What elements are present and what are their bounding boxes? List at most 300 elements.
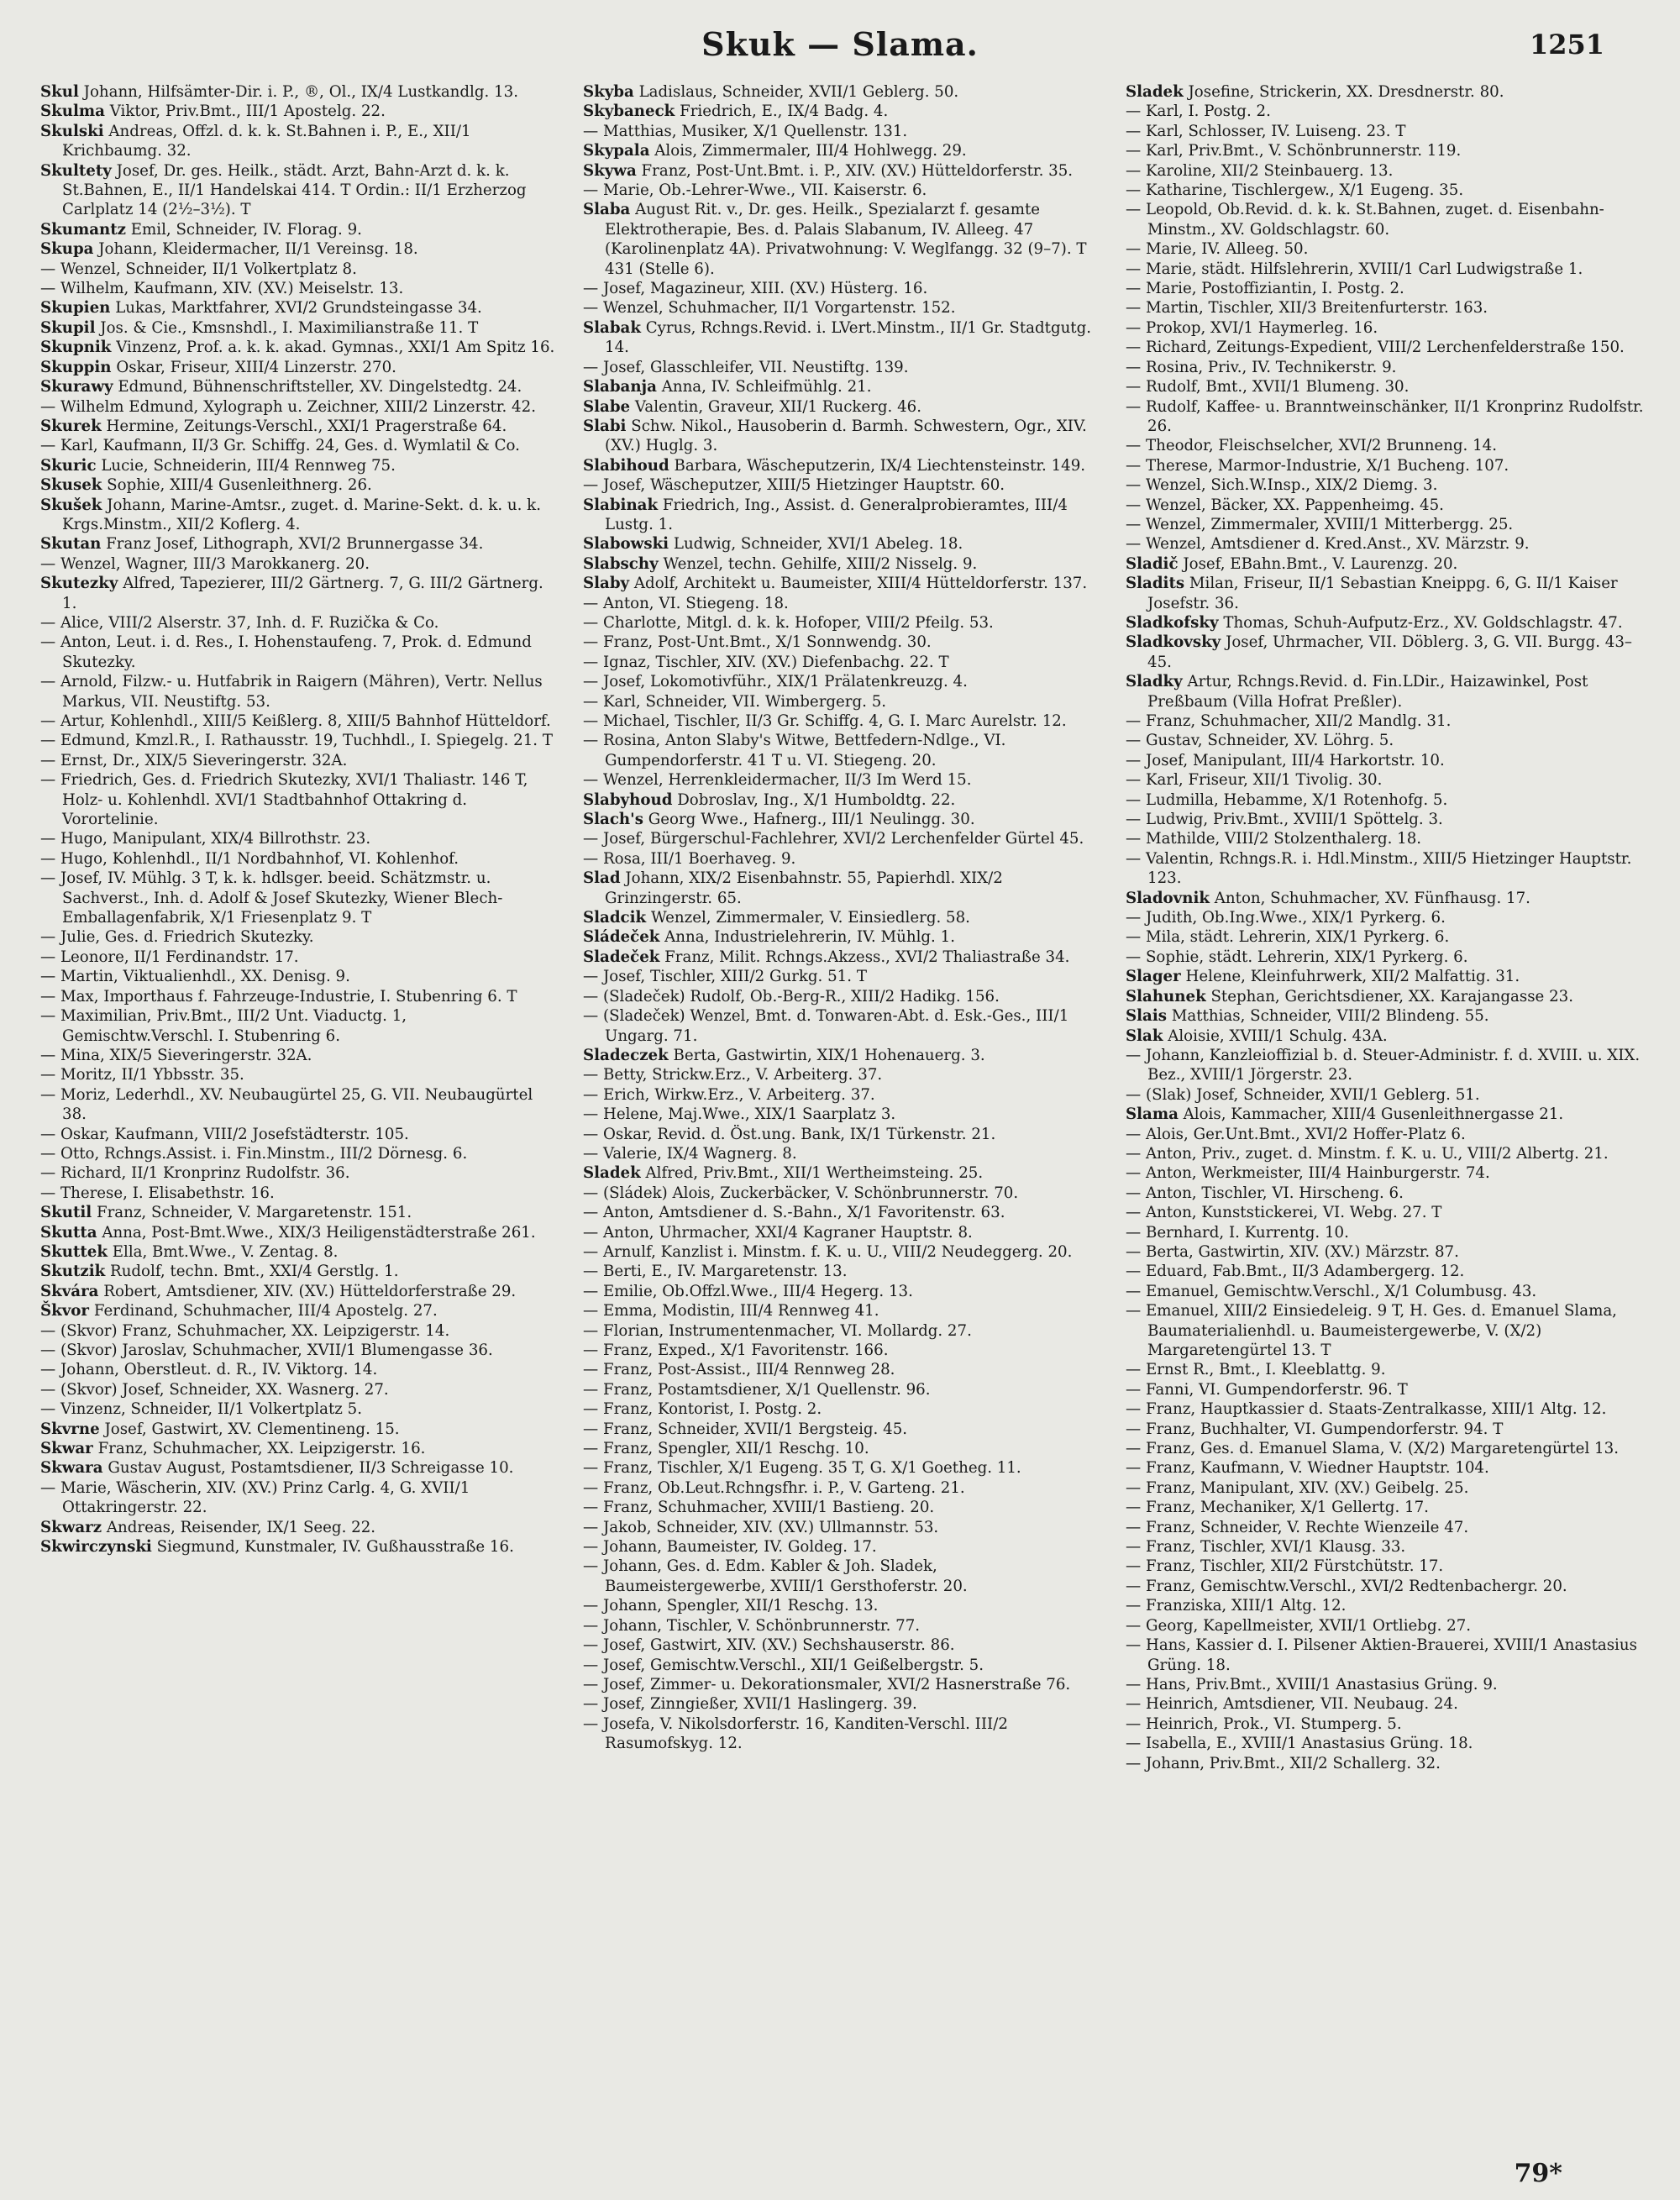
entry-details: — Ernst, Dr., XIX/5 Sieveringerstr. 32A. [40,751,348,769]
entry-details: — Katharine, Tischlergew., X/1 Eugeng. 35. [1126,181,1464,200]
directory-entry [1126,82,1645,102]
directory-entry [583,987,1102,1006]
entry-surname: Skyba [583,83,634,101]
entry-details: — Karl, I. Postg. 2. [1126,102,1271,121]
directory-entry [583,358,1102,377]
directory-entry [40,869,559,927]
directory-entry [40,318,559,338]
entry-details: — (Slak) Josef, Schneider, XVII/1 Geblerg. 51. [1126,1085,1480,1104]
directory-entry [583,1675,1102,1694]
directory-entry [40,1537,559,1557]
entry-details: Wenzel, Zimmermaler, V. Einsiedlerg. 58. [650,909,970,927]
directory-entry [40,1420,559,1439]
entry-surname: Slak [1126,1026,1163,1045]
directory-entry [583,161,1102,181]
directory-entry [40,574,559,613]
entry-details: — Josef, Gemischtw.Verschl., XII/1 Geißelbergstr. 5. [583,1656,984,1674]
entry-details: — Josef, Zimmer- u. Dekorationsmaler, XVI/2 Hasnerstraße 76. [583,1675,1071,1693]
entry-surname: Sladky [1126,673,1183,691]
entry-details: — Jakob, Schneider, XIV. (XV.) Ullmannstr. 53. [583,1518,939,1536]
entry-surname: Sladeček [583,948,660,966]
entry-details: August Rit. v., Dr. ges. Heilk., Spezialarzt f. gesamte Elektrotherapie, Bes. d. Palais Slabanum, IV. Alleeg. 47 (Karolinenplatz 4A). Privatwohnung: V. Weglfangg. 32 (9–7). T 431 (Stelle 6). [605,201,1087,278]
entry-details: Johann, Kleidermacher, II/1 Vereinsg. 18. [98,240,418,259]
entry-surname: Skumantz [40,220,126,239]
entry-details: — (Sladeček) Wenzel, Bmt. d. Tonwaren-Abt. d. Esk.-Ges., III/1 Ungarg. 71. [583,1007,1069,1045]
entry-details: — Karl, Priv.Bmt., V. Schönbrunnerstr. 119. [1126,142,1462,160]
directory-entry [583,1242,1102,1262]
directory-entry [40,1262,559,1281]
directory-entry [1126,1301,1645,1360]
directory-entry [1126,1282,1645,1301]
entry-details: Friedrich, Ing., Assist. d. Generalprobieramtes, III/4 Lustg. 1. [605,496,1068,533]
directory-entry [40,967,559,986]
entry-surname: Sladeczek [583,1046,669,1064]
entry-details: Cyrus, Rchngs.Revid. i. LVert.Minstm., II/1 Gr. Stadtgutg. 14. [605,318,1092,357]
entry-surname: Skupil [40,318,96,337]
directory-entry [1126,1714,1645,1734]
entry-details: — Karoline, XII/2 Steinbauerg. 13. [1126,161,1394,180]
entry-details: — Therese, I. Elisabethstr. 16. [40,1184,275,1202]
directory-entry [1126,790,1645,810]
entry-surname: Slabi [583,417,627,435]
directory-entry [40,122,559,161]
directory-entry [583,927,1102,947]
entry-details: Franz, Schuhmacher, XX. Leipzigerstr. 16. [97,1440,426,1458]
entry-details: — Franz, Kontorist, I. Postg. 2. [583,1400,822,1419]
directory-entry [583,594,1102,613]
entry-details: — Johann, Kanzleioffizial b. d. Steuer-Administr. f. d. XVIII. u. XIX. Bez., XVIII/1 Jörgerstr. 23. [1126,1046,1641,1084]
directory-entry [1126,298,1645,318]
directory-entry [583,1380,1102,1399]
directory-entry [583,1636,1102,1655]
entry-details: — (Skvor) Jaroslav, Schuhmacher, XVII/1 Blumengasse 36. [40,1342,493,1359]
entry-details: — Maximilian, Priv.Bmt., III/2 Unt. Viaductg. 1, Gemischtw.Verschl. I. Stubenring 6. [40,1007,407,1045]
directory-entry [583,1557,1102,1596]
directory-entry [1126,122,1645,141]
directory-entry [1126,1242,1645,1262]
entry-details: Milan, Friseur, II/1 Sebastian Kneippg. 6, G. II/1 Kaiser Josefstr. 36. [1147,575,1618,612]
entry-details: Hermine, Zeitungs-Verschl., XXI/1 Pragerstraße 64. [106,417,507,435]
entry-details: — Prokop, XVI/1 Haymerleg. 16. [1126,318,1378,337]
directory-entry [583,456,1102,475]
entry-details: Josef, Dr. ges. Heilk., städt. Arzt, Bahn-Arzt d. k. k. St.Bahnen, E., II/1 Handelskai 414. T Ordin.: II/1 Erzherzog Carlplatz 14 (2½–3½). T [62,161,527,219]
entry-details: Lukas, Marktfahrer, XVI/2 Grundsteingasse 34. [115,299,482,318]
entry-details: Ladislaus, Schneider, XVII/1 Geblerg. 50. [638,83,959,101]
entry-details: — Karl, Kaufmann, II/3 Gr. Schiffg. 24, Ges. d. Wymlatil & Co. [40,437,520,455]
entry-details: Johann, Marine-Amtsr., zuget. d. Marine-Sekt. d. k. u. k. Krgs.Minstm., XII/2 Koflerg. 4. [62,496,541,533]
directory-entry [1126,1046,1645,1085]
entry-details: — Franz, Ob.Leut.Rchngsfhr. i. P., V. Garteng. 21. [583,1478,965,1497]
entry-details: — Wenzel, Bäcker, XX. Pappenheimg. 45. [1126,496,1444,514]
entry-surname: Slager [1126,968,1181,986]
entry-surname: Skvrne [40,1420,100,1438]
directory-entry [583,534,1102,554]
entry-details: Friedrich, E., IX/4 Badg. 4. [680,102,889,121]
directory-entry [583,653,1102,672]
directory-entry [583,1537,1102,1557]
entry-surname: Slaba [583,201,631,219]
directory-entry [583,1616,1102,1636]
directory-entry [40,102,559,121]
entry-details: — Therese, Marmor-Industrie, X/1 Bucheng. 107. [1126,456,1509,475]
directory-entry [1126,1577,1645,1596]
entry-details: — Franz, Ges. d. Emanuel Slama, V. (X/2) Margaretengürtel 13. [1126,1440,1619,1458]
entry-details: Franz, Schneider, V. Margaretenstr. 151. [96,1204,412,1222]
directory-entry [40,1125,559,1144]
directory-entry [583,1301,1102,1321]
directory-entry [583,1203,1102,1222]
directory-entry [583,141,1102,160]
directory-entry [1126,1026,1645,1046]
entry-surname: Sladcik [583,909,647,927]
directory-entry [1126,200,1645,239]
directory-entry [1126,554,1645,574]
entry-details: — Marie, Postoffiziantin, I. Postg. 2. [1126,280,1404,298]
entry-details: — Wenzel, Schneider, II/1 Volkertplatz 8. [40,260,357,278]
entry-details: — Michael, Tischler, II/3 Gr. Schiffg. 4, G. I. Marc Aurelstr. 12. [583,712,1067,730]
entry-details: — Franz, Post-Assist., III/4 Rennweg 28. [583,1361,895,1379]
directory-entry [1126,1184,1645,1203]
entry-surname: Skultety [40,161,112,180]
entry-details: — Judith, Ob.Ing.Wwe., XIX/1 Pyrkerg. 6. [1126,909,1446,927]
entry-details: Emil, Schneider, IV. Florag. 9. [130,220,362,239]
entry-details: — (Skvor) Josef, Schneider, XX. Wasnerg. 27. [40,1380,389,1399]
entry-details: — Wenzel, Zimmermaler, XVIII/1 Mitterbergg. 25. [1126,515,1514,533]
entry-details: Adolf, Architekt u. Baumeister, XIII/4 Hütteldorferstr. 137. [633,575,1088,593]
directory-entry [1126,436,1645,455]
directory-entry [1126,397,1645,437]
directory-entry [1126,1360,1645,1379]
entry-details: Gustav August, Postamtsdiener, II/3 Schreigasse 10. [108,1459,514,1478]
directory-entry [1126,1262,1645,1281]
directory-entry [40,1341,559,1360]
entry-details: — (Sladeček) Rudolf, Ob.-Berg-R., XIII/2 Hadikg. 156. [583,987,1000,1005]
entry-details: — Anton, Tischler, VI. Hirscheng. 6. [1126,1184,1404,1202]
directory-entry [583,1360,1102,1379]
directory-entry [40,1282,559,1301]
directory-entry [1126,534,1645,554]
entry-details: — Hugo, Kohlenhdl., II/1 Nordbahnhof, VI. Kohlenhof. [40,849,459,868]
page-number: 1251 [1529,29,1604,60]
directory-entry [583,692,1102,711]
directory-entry [1126,1144,1645,1163]
entry-details: — Anton, Uhrmacher, XXI/4 Kagraner Hauptstr. 8. [583,1223,973,1242]
entry-surname: Skwarz [40,1518,102,1536]
directory-entry [583,1656,1102,1675]
entry-details: — Josef, Gastwirt, XIV. (XV.) Sechshauserstr. 86. [583,1636,955,1655]
entry-details: — Josef, Wäscheputzer, XIII/5 Hietzinger Hauptstr. 60. [583,476,1005,495]
directory-entry [40,377,559,396]
directory-entry [40,397,559,417]
directory-entry [40,239,559,259]
directory-entry [1126,948,1645,967]
directory-entry [583,397,1102,417]
directory-entry [40,849,559,869]
directory-entry [1126,1537,1645,1557]
entry-details: — Julie, Ges. d. Friedrich Skutezky. [40,928,314,947]
entry-details: — Franz, Schuhmacher, XVIII/1 Bastieng. 20. [583,1499,935,1517]
directory-entry [40,554,559,574]
entry-surname: Slabihoud [583,456,669,475]
directory-entry [1126,181,1645,200]
entry-details: — Hugo, Manipulant, XIX/4 Billrothstr. 23. [40,830,371,848]
directory-entry [40,1399,559,1419]
directory-entry [1126,1557,1645,1576]
entry-details: — Franz, Postamtsdiener, X/1 Quellenstr. 96. [583,1380,931,1399]
entry-details: — Valerie, IX/4 Wagnerg. 8. [583,1144,797,1163]
entry-details: — Richard, Zeitungs-Expedient, VIII/2 Lerchenfelderstraße 150. [1126,339,1625,357]
directory-entry [40,496,559,535]
directory-entry [40,672,559,711]
directory-entry [40,1163,559,1183]
directory-entry [1126,711,1645,731]
entry-details: — Ernst R., Bmt., I. Kleeblattg. 9. [1126,1361,1386,1379]
entry-details: — Heinrich, Amtsdiener, VII. Neubaug. 24. [1126,1695,1458,1714]
entry-surname: Slais [1126,1007,1167,1026]
directory-entry [583,200,1102,279]
entry-details: — Wenzel, Sich.W.Insp., XIX/2 Diemg. 3. [1126,476,1438,495]
directory-entry [583,181,1102,200]
entry-surname: Sladovnik [1126,889,1210,907]
directory-entry [1126,633,1645,672]
directory-entry [583,1420,1102,1439]
directory-entry [1126,1223,1645,1242]
entry-details: Franz, Post-Unt.Bmt. i. P., XIV. (XV.) Hütteldorferstr. 35. [641,161,1074,180]
directory-entry [583,849,1102,869]
directory-entry [583,1125,1102,1144]
entry-details: — Sophie, städt. Lehrerin, XIX/1 Pyrkerg. 6. [1126,948,1468,966]
directory-entry [1126,1675,1645,1694]
directory-entry [583,279,1102,298]
directory-entry [1126,1478,1645,1498]
entry-details: — Franz, Gemischtw.Verschl., XVI/2 Redtenbachergr. 20. [1126,1577,1567,1595]
entry-details: — Eduard, Fab.Bmt., II/3 Adambergerg. 12. [1126,1263,1465,1281]
entry-details: — Rudolf, Bmt., XVII/1 Blumeng. 30. [1126,378,1410,396]
directory-entry [1126,279,1645,298]
entry-details: — Johann, Spengler, XII/1 Reschg. 13. [583,1597,879,1615]
entry-surname: Skupien [40,299,111,318]
entry-surname: Skywa [583,161,637,180]
entry-details: Alois, Kammacher, XIII/4 Gusenleithnergasse 21. [1183,1105,1564,1124]
directory-entry [1126,515,1645,534]
entry-details: — Oskar, Kaufmann, VIII/2 Josefstädterstr. 105. [40,1125,409,1143]
entry-details: — Franz, Schneider, V. Rechte Wienzeile 47. [1126,1518,1469,1536]
directory-entry [583,82,1102,102]
entry-surname: Sladkovsky [1126,633,1221,652]
entry-details: — Vinzenz, Schneider, II/1 Volkertplatz 5. [40,1400,363,1419]
entry-details: Stephan, Gerichtsdiener, XX. Karajangasse 23. [1210,987,1574,1005]
directory-entry [583,122,1102,141]
directory-entry [40,711,559,731]
directory-entry [1126,1636,1645,1675]
entry-details: — Johann, Oberstleut. d. R., IV. Viktorg. 14. [40,1361,378,1379]
entry-details: — Moriz, Lederhdl., XV. Neubaugürtel 25, G. VII. Neubaugürtel 38. [40,1085,533,1124]
directory-entry [40,456,559,475]
directory-entry [1126,613,1645,633]
entry-details: — Wenzel, Schuhmacher, II/1 Vorgartenstr. 152. [583,299,956,318]
entry-details: — Franz, Hauptkassier d. Staats-Zentralkasse, XIII/1 Altg. 12. [1126,1400,1607,1419]
entry-details: — Anton, Amtsdiener d. S.-Bahn., X/1 Favoritenstr. 63. [583,1204,1005,1222]
entry-details: — Wilhelm, Kaufmann, XIV. (XV.) Meiselstr. 13. [40,280,404,298]
entry-details: — Arnulf, Kanzlist i. Minstm. f. K. u. U., VIII/2 Neudeggerg. 20. [583,1242,1073,1261]
entry-surname: Slabanja [583,378,657,396]
directory-entry [1126,338,1645,357]
entry-details: — Rudolf, Kaffee- u. Branntweinschänker, II/1 Kronprinz Rudolfstr. 26. [1126,397,1644,435]
directory-entry [583,475,1102,495]
directory-entry [40,1223,559,1242]
entry-details: — Franz, Tischler, XVI/1 Klausg. 33. [1126,1538,1406,1557]
entry-details: Wenzel, techn. Gehilfe, XIII/2 Nisselg. 9. [663,554,978,573]
directory-entry [583,672,1102,691]
directory-entry [40,358,559,377]
entry-surname: Skwirczynski [40,1538,152,1557]
entry-surname: Skurek [40,417,102,435]
entry-details: Johann, XIX/2 Eisenbahnstr. 55, Papierhdl. XIX/2 Grinzingerstr. 65. [605,869,1003,907]
entry-details: — Anton, Priv., zuget. d. Minstm. f. K. u. U., VIII/2 Albertg. 21. [1126,1144,1609,1163]
entry-details: — Wenzel, Amtsdiener d. Kred.Anst., XV. Märzstr. 9. [1126,535,1530,554]
directory-entry [1126,1518,1645,1537]
directory-entry [583,1184,1102,1203]
entry-details: Andreas, Reisender, IX/1 Seeg. 22. [106,1518,376,1536]
entry-details: — Josef, Zinngießer, XVII/1 Haslingerg. 39. [583,1695,917,1714]
entry-details: Oskar, Friseur, XIII/4 Linzerstr. 270. [116,358,396,376]
directory-entry [40,1085,559,1125]
directory-entry [40,770,559,829]
entry-details: — Valentin, Rchngs.R. i. Hdl.Minstm., XIII/5 Hietzinger Hauptstr. 123. [1126,849,1632,888]
entry-surname: Skuric [40,456,97,475]
entry-details: Jos. & Cie., Kmsnshdl., I. Maximilianstraße 11. T [100,318,479,337]
entry-details: — Franz, Tischler, XII/2 Fürstchütstr. 17. [1126,1557,1444,1576]
directory-entry [1126,829,1645,848]
directory-entry [583,1262,1102,1281]
entry-details: — Martin, Viktualienhdl., XX. Denisg. 9. [40,968,350,986]
entry-surname: Skuttek [40,1242,108,1261]
directory-entry [583,1105,1102,1124]
directory-entry [1126,574,1645,613]
entry-details: — Artur, Kohlenhdl., XIII/5 Keißlerg. 8, XIII/5 Bahnhof Hütteldorf. [40,712,551,730]
directory-entry [1126,927,1645,947]
entry-details: Rudolf, techn. Bmt., XXI/4 Gerstlg. 1. [110,1263,399,1281]
column-1 [40,82,559,2149]
directory-entry [583,1341,1102,1360]
entry-surname: Sladits [1126,575,1185,593]
directory-entry [583,1458,1102,1478]
directory-entry [40,1518,559,1537]
page-title: Skuk — Slama. [701,25,979,63]
entry-details: — Alois, Ger.Unt.Bmt., XVI/2 Hoffer-Platz 6. [1126,1125,1466,1143]
entry-details: — Rosina, Anton Slaby's Witwe, Bettfedern-Ndlge., VI. Gumpendorferstr. 41 T u. VI. Stiegeng. 20. [583,732,1006,769]
entry-details: — Josef, Tischler, XIII/2 Gurkg. 51. T [583,968,867,986]
entry-details: Schw. Nikol., Hausoberin d. Barmh. Schwestern, Ogr., XIV. (XV.) Huglg. 3. [605,417,1087,455]
directory-entry [1126,987,1645,1006]
entry-details: — Berti, E., IV. Margaretenstr. 13. [583,1263,848,1281]
entry-details: — Wilhelm Edmund, Xylograph u. Zeichner, XIII/2 Linzerstr. 42. [40,397,536,416]
entry-details: Thomas, Schuh-Aufputz-Erz., XV. Goldschlagstr. 47. [1223,613,1623,632]
directory-entry [583,1085,1102,1105]
directory-entry [583,1163,1102,1183]
directory-entry [1126,318,1645,338]
entry-details: Alfred, Tapezierer, III/2 Gärtnerg. 7, G. III/2 Gärtnerg. 1. [62,575,543,612]
directory-entry [1126,1380,1645,1399]
directory-entry [40,161,559,220]
entry-details: Lucie, Schneiderin, III/4 Rennweg 75. [101,456,396,475]
directory-entry [40,1301,559,1321]
entry-details: — Rosina, Priv., IV. Technikerstr. 9. [1126,358,1397,376]
entry-details: — Marie, städt. Hilfslehrerin, XVIII/1 Carl Ludwigstraße 1. [1126,260,1583,278]
entry-details: Anton, Schuhmacher, XV. Fünfhausg. 17. [1214,889,1530,907]
entry-details: — Marie, IV. Alleeg. 50. [1126,240,1309,259]
entry-surname: Skutta [40,1223,97,1242]
entry-details: — Florian, Instrumentenmacher, VI. Mollardg. 27. [583,1321,972,1340]
entry-details: — Martin, Tischler, XII/3 Breitenfurterstr. 163. [1126,299,1488,318]
directory-entry [583,1399,1102,1419]
entry-details: Barbara, Wäscheputzerin, IX/4 Liechtensteinstr. 149. [674,456,1086,475]
entry-details: — Theodor, Fleischselcher, XVI/2 Brunneng. 14. [1126,437,1498,455]
directory-entry [1126,496,1645,515]
entry-details: — Hans, Priv.Bmt., XVIII/1 Anastasius Grüng. 9. [1126,1675,1498,1693]
entry-details: Andreas, Offzl. d. k. k. St.Bahnen i. P., E., XII/1 Krichbaumg. 32. [62,122,471,160]
entry-surname: Slabak [583,318,641,337]
directory-entry [1126,731,1645,750]
directory-entry [1126,1734,1645,1753]
entry-details: Artur, Rchngs.Revid. d. Fin.LDir., Haizawinkel, Post Preßbaum (Villa Hofrat Preßler). [1147,673,1588,711]
directory-entry [1126,751,1645,770]
entry-surname: Skušek [40,496,102,514]
entry-details: Valentin, Graveur, XII/1 Ruckerg. 46. [634,397,921,416]
entry-surname: Sladič [1126,554,1179,573]
directory-entry [583,731,1102,770]
directory-entry [583,102,1102,121]
entry-details: Johann, Hilfsämter-Dir. i. P., ®, Ol., IX/4 Lustkandlg. 13. [83,83,518,101]
entry-details: — Franz, Schneider, XVII/1 Bergsteig. 45. [583,1420,908,1438]
directory-entry [40,1184,559,1203]
directory-entry [40,1321,559,1341]
entry-details: — Emma, Modistin, III/4 Rennweg 41. [583,1302,879,1321]
entry-details: — Leonore, II/1 Ferdinandstr. 17. [40,948,299,966]
directory-entry [40,1478,559,1518]
directory-entry [1126,1085,1645,1105]
entry-details: — Franz, Buchhalter, VI. Gumpendorferstr. 94. T [1126,1420,1504,1438]
directory-entry [40,751,559,770]
column-3 [1126,82,1645,2149]
entry-details: — Wenzel, Wagner, III/3 Marokkanerg. 20. [40,554,370,573]
directory-entry [583,790,1102,810]
column-2 [583,82,1102,2149]
entry-surname: Slama [1126,1105,1179,1124]
entry-surname: Skupa [40,240,94,259]
directory-entry [1126,1754,1645,1773]
directory-entry [40,1380,559,1399]
directory-entry [40,1065,559,1084]
entry-details: — Johann, Baumeister, IV. Goldeg. 17. [583,1538,877,1557]
entry-details: Anna, Post-Bmt.Wwe., XIX/3 Heiligenstädterstraße 261. [102,1223,536,1242]
entry-details: — Ludwig, Priv.Bmt., XVIII/1 Spöttelg. 3. [1126,811,1443,829]
entry-details: Dobroslav, Ing., X/1 Humboldtg. 22. [677,790,956,809]
entry-details: — Heinrich, Prok., VI. Stumperg. 5. [1126,1714,1402,1733]
entry-details: Anna, IV. Schleifmühlg. 21. [661,378,872,396]
directory-entry [1126,1203,1645,1222]
entry-surname: Skybaneck [583,102,675,121]
directory-entry [40,338,559,357]
entry-details: — Franz, Kaufmann, V. Wiedner Hauptstr. 104. [1126,1459,1489,1478]
entry-details: — Josef, Bürgerschul-Fachlehrer, XVI/2 Lerchenfelder Gürtel 45. [583,830,1084,848]
entry-surname: Skypala [583,142,650,160]
directory-entry [1126,239,1645,259]
entry-details: — Otto, Rchngs.Assist. i. Fin.Minstm., III/2 Dörnesg. 6. [40,1144,468,1163]
entry-surname: Skupnik [40,339,112,357]
directory-entry [1126,1694,1645,1714]
directory-entry [583,496,1102,535]
